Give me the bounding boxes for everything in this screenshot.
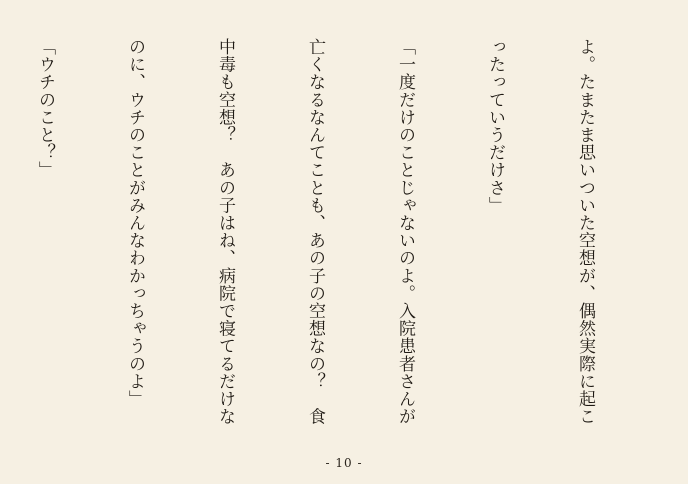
text-line: ったっていうだけさ」 <box>485 38 505 214</box>
text-line: 「ウチのこと？」 <box>35 38 55 179</box>
text-line: 「一度だけのことじゃないのよ。入院患者さんが <box>395 38 415 426</box>
text-line: 中毒も空想？ あの子はね、病院で寝てるだけな <box>215 38 235 426</box>
text-line: よ。たまたま思いついた空想が、偶然実際に起こ <box>575 38 595 426</box>
text-line: のに、ウチのことがみんなわかっちゃうのよ」 <box>125 38 145 408</box>
vertical-text-body <box>20 38 660 428</box>
text-line: 亡くなるなんてことも、あの子の空想なの？ 食 <box>305 38 325 426</box>
page-number: - 10 - <box>325 456 363 470</box>
